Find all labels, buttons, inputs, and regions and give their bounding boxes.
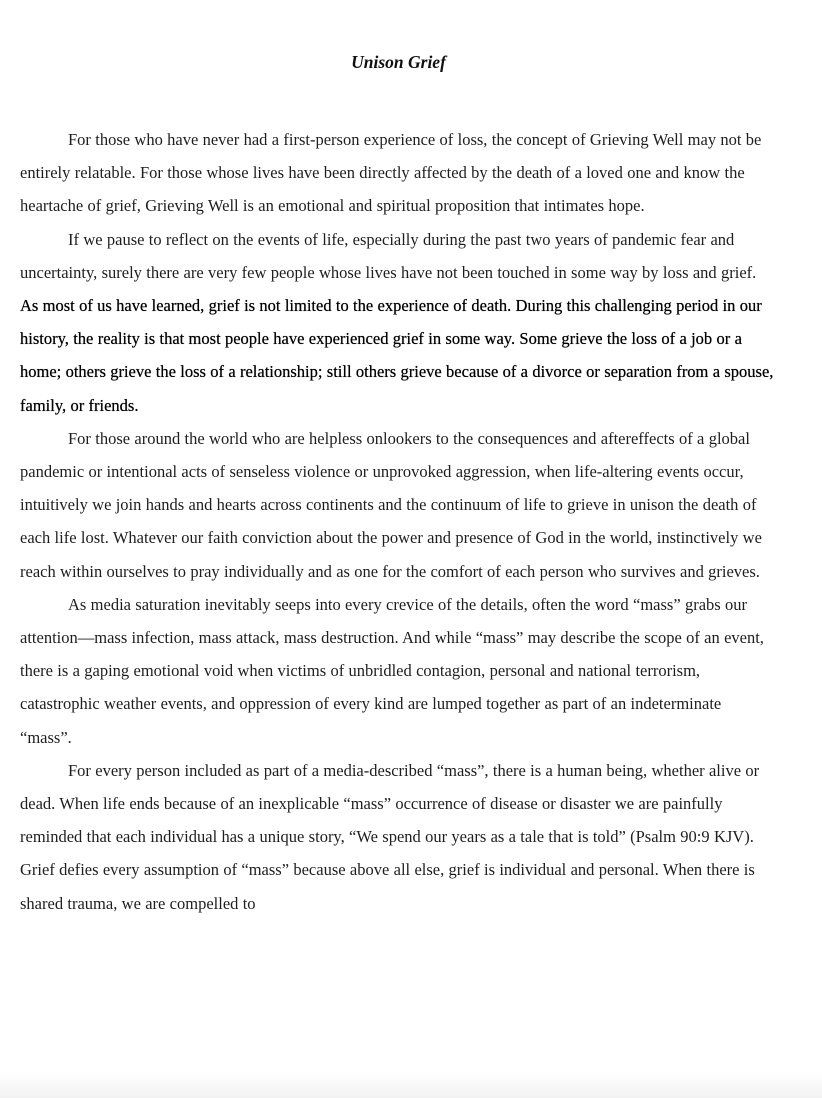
paragraph	[20, 588, 777, 754]
text-run: For those around the world who are helpless onlookers to the consequences and aftereffects of a global pandemic or intentional acts of senseless violence or unprovoked aggression, when life-altering events occur, intuitively we join hands and hearts across continents and the continuum of life to grieve in unison the death of each life lost. Whatever our faith conviction about the power and presence of God in the world, instinctively we reach within ourselves to pray individually and as one for the comfort of each person who survives and grieves.	[20, 428, 762, 581]
text-run: For every person included as part of a media-described “mass”, there is a human being, whether alive or dead. When life ends because of an inexplicable “mass” occurrence of disease or disaster we are painfully reminded that each individual has a unique story, “We spend our years as a tale that is told” (Psalm 90:9 KJV). Grief defies every assumption of “mass” because above all else, grief is individual and personal. When there is shared trauma, we are compelled to	[20, 760, 760, 913]
page-bottom-shadow	[0, 1072, 822, 1098]
text-run: As media saturation inevitably seeps into every crevice of the details, often the word “mass” grabs our attention—mass infection, mass attack, mass destruction. And while “mass” may describe the scope of an event, there is a gaping emotional void when victims of unbridled contagion, personal and national terrorism, catastrophic weather events, and oppression of every kind are lumped together as part of an indeterminate “mass”.	[20, 594, 764, 747]
paragraph	[20, 123, 777, 223]
text-run: If we pause to reflect on the events of life, especially during the past two years of pandemic fear and uncertainty, surely there are very few people whose lives have not been touched in some way by loss and grief.	[20, 229, 757, 282]
text-run: For those who have never had a first-person experience of loss, the concept of Grieving Well may not be entirely relatable. For those whose lives have been directly affected by the death of a loved one and know the heartache of grief, Grieving Well is an emotional and spiritual proposition that intimates hope.	[20, 130, 762, 216]
document-body	[20, 123, 777, 920]
paragraph	[20, 422, 777, 588]
paragraph	[20, 754, 777, 920]
document-title: Unison Grief	[351, 52, 446, 72]
paragraph	[20, 223, 777, 422]
emphasized-text-run: As most of us have learned, grief is not limited to the experience of death. During this challenging period in our history, the reality is that most people have experienced grief in some way. Some grieve the loss of a job or a home; others grieve the loss of a relationship; still others grieve because of a divorce or separation from a spouse, family, or friends.	[20, 296, 774, 415]
